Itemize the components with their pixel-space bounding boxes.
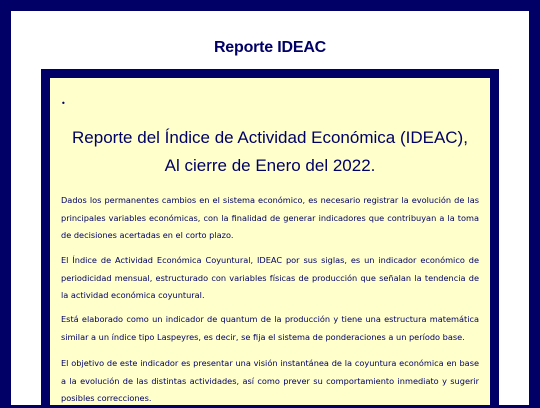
report-heading-line1: Reporte del Índice de Actividad Económica (IDEAC), xyxy=(72,128,468,147)
bullet-marker: • xyxy=(61,99,66,108)
paragraph-definition: El Índice de Actividad Económica Coyuntural, IDEAC por sus siglas, es un indicador económico de periodicidad mensual, estructurado con variables físicas de producción que señalan la tendencia de la actividad económica coyuntural. xyxy=(61,255,479,300)
report-heading-line2: Al cierre de Enero del 2022. xyxy=(164,156,376,175)
page-title: Reporte IDEAC xyxy=(213,39,327,56)
report-content-panel xyxy=(50,78,490,405)
report-border-box xyxy=(41,69,499,405)
report-heading xyxy=(50,124,490,180)
paragraph-methodology: Está elaborado como un indicador de quantum de la producción y tiene una estructura matemática similar a un índice tipo Laspeyres, es decir, se fija el sistema de ponderaciones a un período base. xyxy=(61,314,479,342)
paragraph-intro: Dados los permanentes cambios en el sistema económico, es necesario registrar la evolución de las principales variables económicas, con la finalidad de generar indicadores que contribuyan a la toma de decisiones acertadas en el corto plazo. xyxy=(61,195,479,240)
page-frame xyxy=(11,11,529,405)
paragraph-objective: El objetivo de este indicador es presentar una visión instantánea de la coyuntura económica en base a la evolución de las distintas actividades, así como prever su comportamiento inmediato y sugerir posibles correcciones. xyxy=(61,358,479,403)
